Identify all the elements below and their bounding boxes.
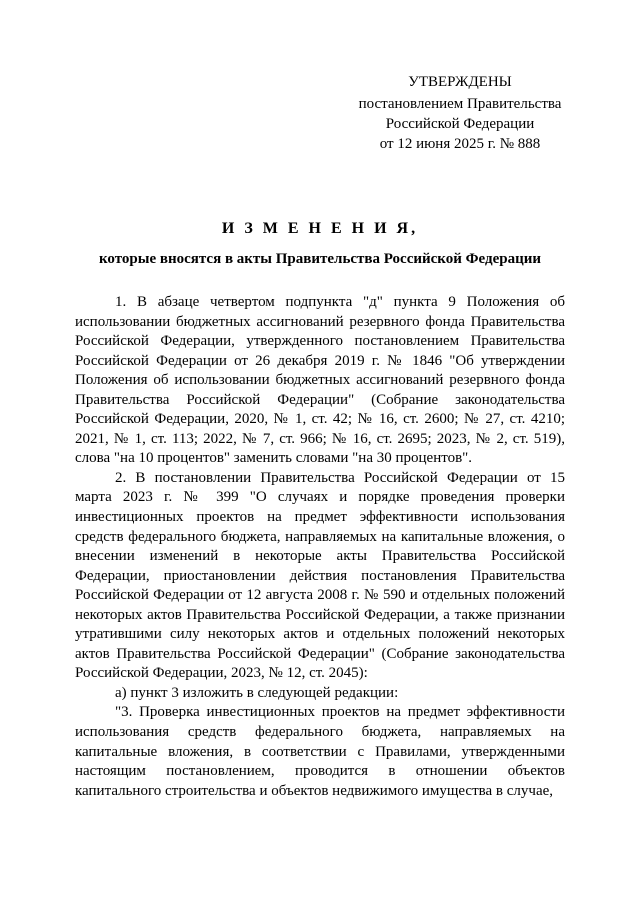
title-main: И З М Е Н Е Н И Я,	[221, 220, 419, 237]
paragraph-2a: а) пункт 3 изложить в следующей редакции:	[115, 684, 399, 701]
document-body	[75, 293, 565, 801]
paragraph-2: 2. В постановлении Правительства Российской Федерации от 15 марта 2023 г. № 399 "О случаях и порядке проведения проверки инвестиционных проектов на предмет эффективности использования средств федерального бюджета, направляемых на капитальные вложения, о внесении изменений в некоторые акты Правительства Российской Федерации, приостановлении действия постановления Правительства Российской Федерации от 12 августа 2008 г. № 590 и отдельных положений некоторых актов Правительства Российской Федерации, а также признании утратившими силу некоторых актов и отдельных положений некоторых актов Правительства Российской Федерации" (Собрание законодательства Российской Федерации, 2023, № 12, ст. 2045):	[75, 469, 565, 682]
paragraph-quote: "3. Проверка инвестиционных проектов на предмет эффективности использования средств федерального бюджета, направляемых на капитальные вложения, в соответствии с Правилами, утвержденными настоящим постановлением, проводится в отношении объектов капитального строительства и объектов недвижимого имущества в случае,	[75, 704, 565, 799]
approval-heading: УТВЕРЖДЕНЫ	[408, 74, 512, 90]
approval-line-3: от 12 июня 2025 г. № 888	[379, 136, 541, 152]
approval-stamp	[330, 72, 590, 154]
paragraph-1: 1. В абзаце четвертом подпункта "д" пункта 9 Положения об использовании бюджетных ассигнований резервного фонда Правительства Российской Федерации, утвержденного постановлением Правительства Российской Федерации от 26 декабря 2019 г. № 1846 "Об утверждении Положения об использовании бюджетных ассигнований резервного фонда Правительства Российской Федерации" (Собрание законодательства Российской Федерации, 2020, № 1, ст. 42; № 16, ст. 2600; № 27, ст. 4210; 2021, № 1, ст. 113; 2022, № 7, ст. 966; № 16, ст. 2695; 2023, № 2, ст. 519), слова "на 10 процентов" заменить словами "на 30 процентов".	[75, 294, 565, 467]
approval-line-1: постановлением Правительства	[358, 96, 562, 112]
approval-line-2: Российской Федерации	[385, 116, 535, 132]
document-title	[75, 218, 565, 270]
title-subtitle: которые вносятся в акты Правительства Российской Федерации	[98, 251, 542, 267]
